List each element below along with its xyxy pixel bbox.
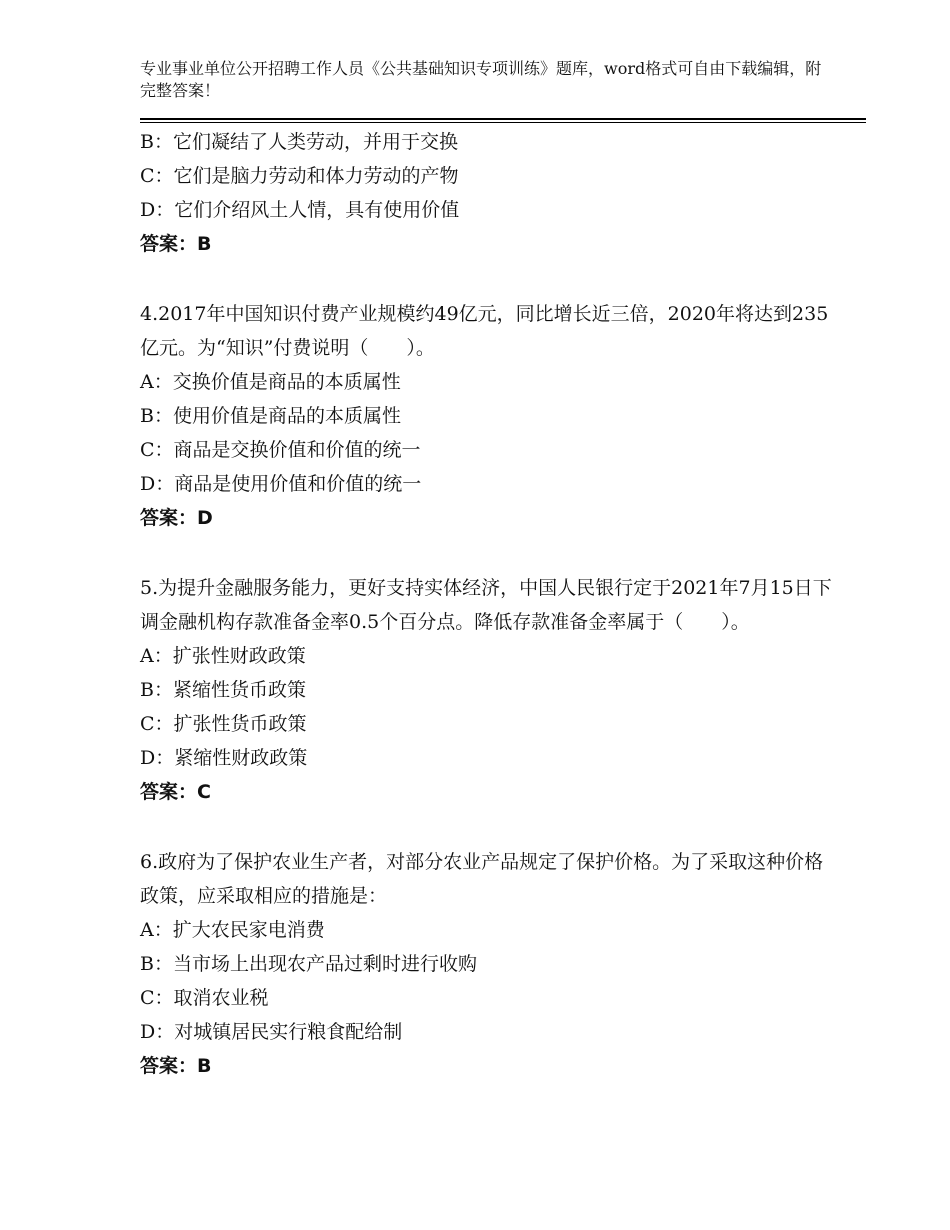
question-stem: 6.政府为了保护农业生产者，对部分农业产品规定了保护价格。为了采取这种价格政策，应采取相应的措施是： — [140, 851, 824, 907]
answer: 答案：D — [140, 507, 213, 529]
header-divider-thick — [140, 118, 866, 120]
option-b: B：紧缩性货币政策 — [140, 679, 306, 701]
question-6 — [140, 845, 840, 1083]
answer: 答案：B — [140, 1055, 212, 1077]
option-a: A：扩大农民家电消费 — [140, 919, 325, 941]
option-d: D：商品是使用价值和价值的统一 — [140, 473, 422, 495]
option-d: D：对城镇居民实行粮食配给制 — [140, 1021, 403, 1043]
answer: 答案：C — [140, 781, 211, 803]
question-stem: 5.为提升金融服务能力，更好支持实体经济，中国人民银行定于2021年7月15日下调金融机构存款准备金率0.5个百分点。降低存款准备金率属于（ ）。 — [140, 577, 832, 633]
question-5 — [140, 571, 840, 809]
question-4 — [140, 297, 840, 535]
option-b: B：当市场上出现农产品过剩时进行收购 — [140, 953, 477, 975]
option-b: B：使用价值是商品的本质属性 — [140, 405, 401, 427]
option-d: D：紧缩性财政政策 — [140, 747, 308, 769]
question-list — [140, 125, 840, 1083]
option-b: B：它们凝结了人类劳动，并用于交换 — [140, 131, 458, 153]
option-c: C：商品是交换价值和价值的统一 — [140, 439, 421, 461]
question-stem: 4.2017年中国知识付费产业规模约49亿元，同比增长近三倍，2020年将达到235亿元。为“知识”付费说明（ ）。 — [140, 303, 829, 359]
answer: 答案：B — [140, 233, 212, 255]
option-a: A：扩张性财政政策 — [140, 645, 306, 667]
header-divider-thin — [140, 122, 866, 123]
option-d: D：它们介绍风土人情，具有使用价值 — [140, 199, 460, 221]
question-3-continued — [140, 125, 840, 261]
option-a: A：交换价值是商品的本质属性 — [140, 371, 401, 393]
option-c: C：扩张性货币政策 — [140, 713, 307, 735]
header-divider — [140, 118, 866, 124]
option-c: C：它们是脑力劳动和体力劳动的产物 — [140, 165, 459, 187]
page-header: 专业事业单位公开招聘工作人员《公共基础知识专项训练》题库，word格式可自由下载编辑，附完整答案！ — [140, 59, 822, 100]
option-c: C：取消农业税 — [140, 987, 269, 1009]
